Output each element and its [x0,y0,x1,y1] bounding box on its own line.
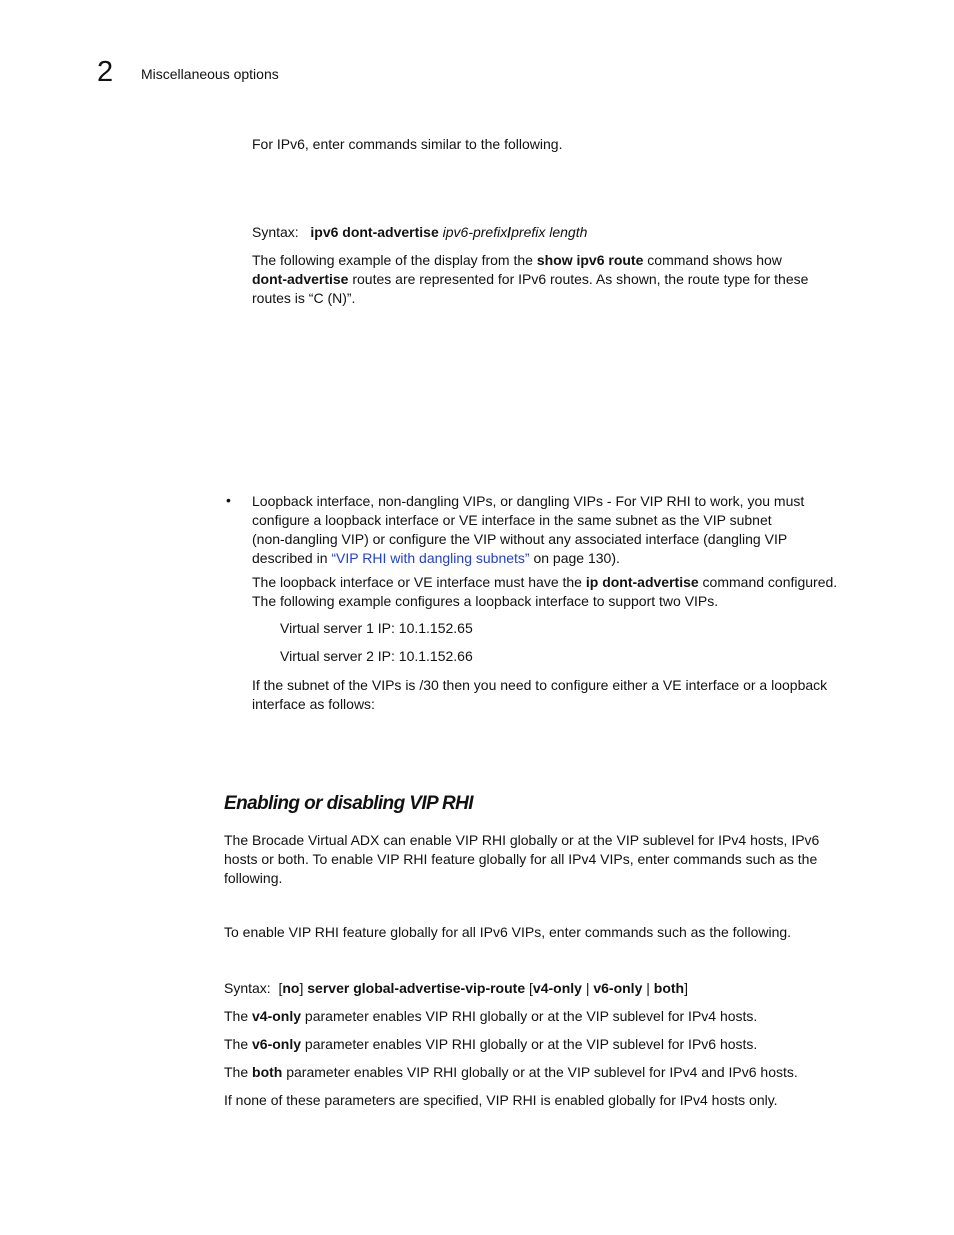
text: parameter enables VIP RHI globally or at the VIP sublevel for IPv4 and IPv6 hosts. [282,1064,798,1080]
section-intro-paragraph [224,831,884,888]
syntax-label: Syntax: [252,224,299,240]
text: The [224,1008,253,1024]
section-heading: Enabling or disabling VIP RHI [224,793,473,814]
text: command shows how [643,252,782,268]
cross-reference-link[interactable]: “VIP RHI with dangling subnets” [331,550,530,566]
paragraph-line: (non-dangling VIP) or configure the VIP without any associated interface (dangling VIP [252,531,788,547]
command-text: show ipv6 route [536,252,644,268]
text: The [224,1064,253,1080]
text: described in [252,550,332,566]
paragraph-line: Loopback interface, non-dangling VIPs, or dangling VIPs - For VIP RHI to work, you must [252,493,805,509]
bracket: [ [278,980,283,996]
paragraph-line: The Brocade Virtual ADX can enable VIP RHI globally or at the VIP sublevel for IPv4 hosts, IPv6 [224,832,820,848]
virtual-server-2: Virtual server 2 IP: 10.1.152.66 [280,648,473,664]
paragraph-line: If the subnet of the VIPs is /30 then you need to configure either a VE interface or a loopback [252,677,828,693]
paragraph-line: interface as follows: [252,696,375,712]
loopback-paragraph [252,573,892,611]
paragraph-line [252,549,882,568]
ipv6-example-paragraph [252,251,872,308]
virtual-server-1: Virtual server 1 IP: 10.1.152.65 [280,620,473,636]
v6-only-description [224,1035,757,1054]
text: The loopback interface or VE interface must have the [252,574,586,590]
ipv6-enable-paragraph: To enable VIP RHI feature globally for all IPv6 VIPs, enter commands such as the following. [224,924,792,940]
text: routes are represented for IPv6 routes. As shown, the route type for these [348,271,809,287]
default-description: If none of these parameters are specified, VIP RHI is enabled globally for IPv4 hosts only. [224,1092,778,1108]
paragraph-line: hosts or both. To enable VIP RHI feature globally for all IPv4 VIPs, enter commands such as the [224,851,818,867]
paragraph-line: The following example configures a loopback interface to support two VIPs. [252,593,719,609]
paragraph-line [252,573,892,592]
bullet-paragraph [252,492,882,568]
bracket: [ [529,980,533,996]
command-text: ip dont-advertise [585,574,699,590]
bracket: ] [299,980,304,996]
text: The following example of the display from the [252,252,537,268]
syntax-command: ipv6 dont-advertise [310,224,439,240]
command-text: dont-advertise [252,271,349,287]
bullet-icon: • [226,492,231,508]
text: parameter enables VIP RHI globally or at the VIP sublevel for IPv6 hosts. [301,1036,758,1052]
keyword: v4-only [252,1008,302,1024]
both-description [224,1063,798,1082]
separator: | [646,980,650,996]
ipv6-syntax [252,223,587,242]
text: on page 130). [529,550,620,566]
keyword: v4-only [532,980,582,996]
syntax-label: Syntax: [224,980,271,996]
paragraph-line: routes is “C (N)”. [252,290,356,306]
syntax-slash: / [507,224,512,240]
keyword: both [653,980,685,996]
ipv6-intro: For IPv6, enter commands similar to the following. [252,136,563,152]
chapter-title: Miscellaneous options [141,66,279,82]
server-syntax [224,979,688,998]
separator: | [585,980,590,996]
keyword: both [252,1064,283,1080]
subnet-paragraph [252,676,892,714]
syntax-command: server global-advertise-vip-route [307,980,526,996]
text: parameter enables VIP RHI globally or at the VIP sublevel for IPv4 hosts. [301,1008,758,1024]
text: The [224,1036,253,1052]
keyword: v6-only [593,980,643,996]
keyword: v6-only [252,1036,302,1052]
paragraph-line: configure a loopback interface or VE interface in the same subnet as the VIP subnet [252,512,772,528]
text: command configured. [698,574,838,590]
keyword: no [282,980,300,996]
chapter-number: 2 [97,56,114,88]
paragraph-line: following. [224,870,283,886]
paragraph-line [252,270,872,289]
bracket: ] [684,980,688,996]
syntax-param: prefix length [511,224,588,240]
v4-only-description [224,1007,757,1026]
syntax-param: ipv6-prefix [442,224,508,240]
paragraph-line [252,251,872,270]
